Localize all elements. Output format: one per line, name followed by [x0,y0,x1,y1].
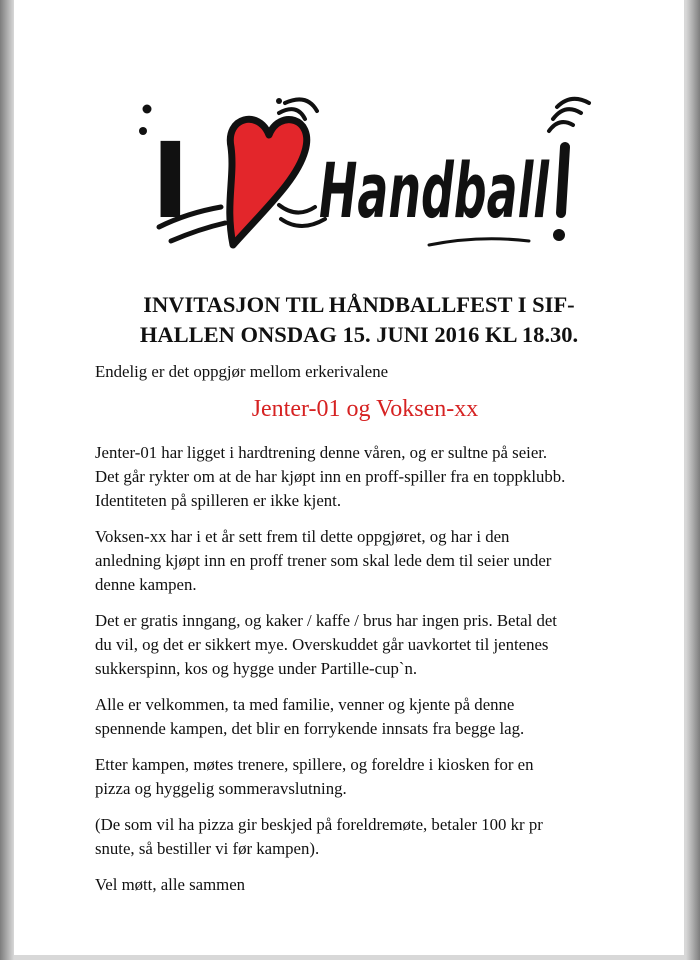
invitation-title [74,290,644,350]
logo-arc [553,109,581,119]
paragraph-line: pizza og hyggelig sommeravslutning. [95,779,347,798]
paragraph-line: snute, så bestiller vi før kampen). [95,839,320,858]
paragraph [95,441,655,513]
logo-dot [143,105,152,114]
paragraph-line: Identiteten på spilleren er ikke kjent. [95,491,342,510]
paragraph [95,813,655,861]
paragraph-line: Etter kampen, møtes trenere, spillere, og foreldre i kiosken for en [95,755,534,774]
paragraph-line: Jenter-01 har ligget i hardtrening denne våren, og er sultne på seier. [95,443,548,462]
paragraph-line: Vel møtt, alle sammen [95,875,246,894]
paragraph-line: (De som vil ha pizza gir beskjed på foreldremøte, betaler 100 kr pr [95,815,543,834]
matchup-heading: Jenter-01 og Voksen-xx [251,396,479,422]
paragraph [95,609,655,681]
paragraph [95,753,655,801]
document-page [14,0,684,955]
paragraph-line: denne kampen. [95,575,197,594]
paragraph-line: Alle er velkommen, ta med familie, venner og kjente på denne [95,695,515,714]
logo-arc [557,99,589,107]
paragraph [95,693,655,741]
paragraph [95,525,655,597]
paragraph-line: Det går rykter om at de har kjøpt inn en proff-spiller fra en toppklubb. [95,467,566,486]
paragraph-line: du vil, og det er sikkert mye. Overskuddet går uavkortet til jentenes [95,635,549,654]
logo-dot [276,98,282,104]
title-line: INVITASJON TIL HÅNDBALLFEST I SIF- [143,292,575,317]
logo-letter-i: I [151,120,190,242]
logo-dot [139,127,147,135]
paragraph-line: sukkerspinn, kos og hygge under Partille-cup`n. [95,659,418,678]
logo-word-handball: Handball [319,146,550,235]
paragraph-line: spennende kampen, det blir en forrykende innsats fra begge lag. [95,719,525,738]
title-line: HALLEN ONSDAG 15. JUNI 2016 KL 18.30. [139,322,579,347]
logo-dot [553,229,565,241]
paragraph-line: Det er gratis inngang, og kaker / kaffe / brus har ingen pris. Betal det [95,611,557,630]
logo-swoosh [429,239,529,245]
paragraph-line: anledning kjøpt inn en proff trener som skal lede dem til seier under [95,551,552,570]
paragraph-line: Voksen-xx har i et år sett frem til dette oppgjøret, og har i den [95,527,510,546]
intro-text: Endelig er det oppgjør mellom erkerivalene [95,362,389,381]
logo-arc [549,122,573,131]
invitation-body [95,360,655,909]
i-love-handball-logo [129,95,599,255]
closing-line [95,873,655,897]
logo-exclamation [561,147,565,213]
logo-arc [279,205,315,213]
